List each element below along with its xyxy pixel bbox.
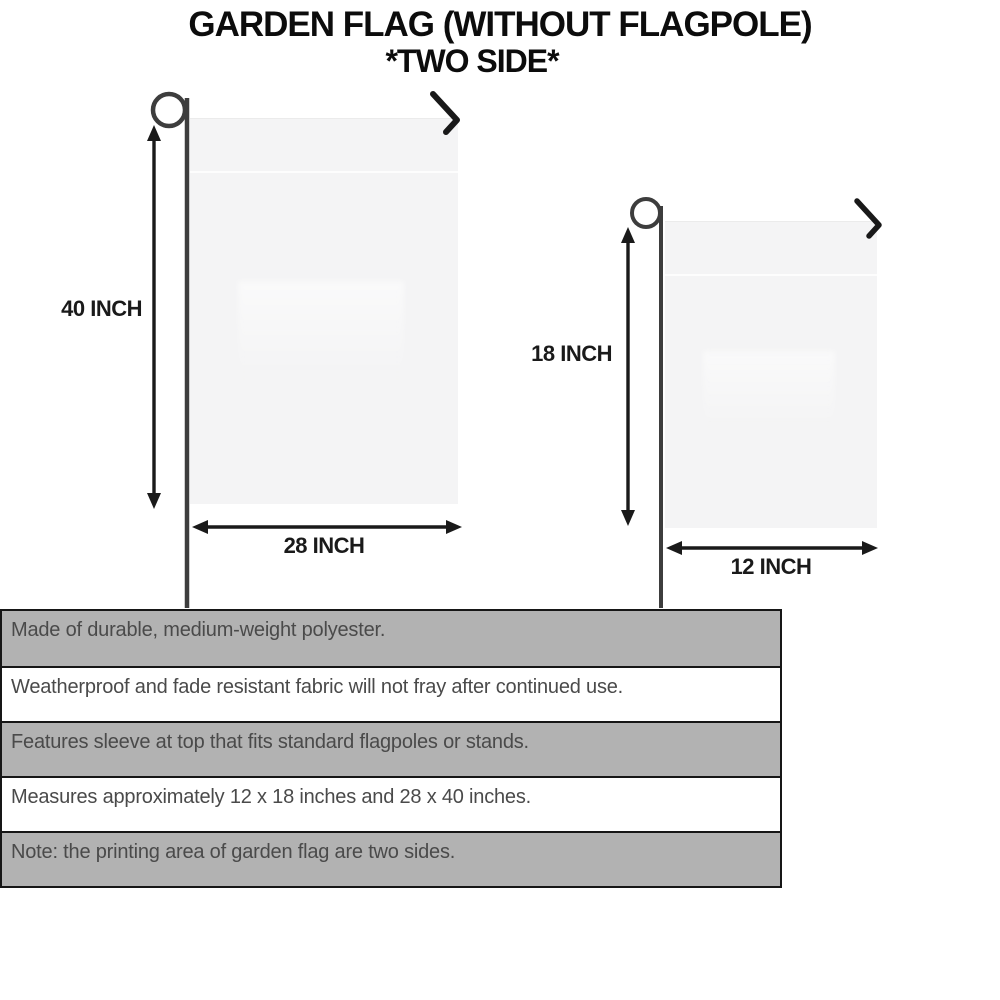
small-pole-loop-icon [632, 199, 660, 227]
large-height-label: 40 INCH [61, 296, 142, 321]
feature-text: Weatherproof and fade resistant fabric will not fray after continued use. [11, 676, 624, 698]
feature-row [2, 611, 780, 666]
large-width-label: 28 INCH [283, 533, 365, 558]
small-height-arrow [621, 227, 635, 526]
feature-row [2, 776, 780, 831]
feature-text: Features sleeve at top that fits standard flagpoles or stands. [11, 731, 529, 753]
title-line-2: *TWO SIDE* [385, 43, 559, 79]
small-height-label: 18 INCH [531, 341, 612, 366]
small-width-label: 12 INCH [730, 554, 812, 579]
feature-text: Measures approximately 12 x 18 inches and 28 x 40 inches. [11, 786, 532, 808]
large-pole-hook-icon [433, 94, 457, 132]
feature-text: Note: the printing area of garden flag are two sides. [11, 841, 456, 863]
small-width-arrow [666, 541, 878, 555]
title-line-1: GARDEN FLAG (WITHOUT FLAGPOLE) [188, 5, 812, 44]
feature-row [2, 721, 780, 776]
large-height-arrow [147, 125, 161, 509]
feature-text: Made of durable, medium-weight polyester. [11, 619, 386, 641]
feature-table [0, 609, 782, 888]
small-pole-hook-icon [857, 201, 879, 236]
large-width-arrow [192, 520, 462, 534]
large-pole-loop-icon [153, 94, 185, 126]
feature-row [2, 831, 780, 886]
feature-row [2, 666, 780, 721]
